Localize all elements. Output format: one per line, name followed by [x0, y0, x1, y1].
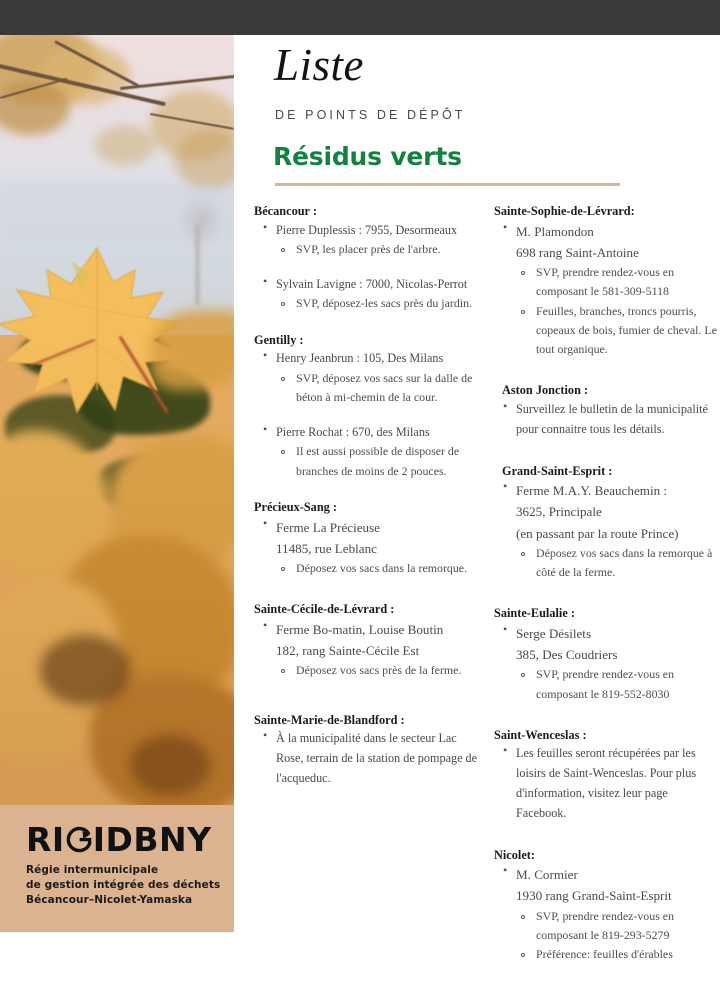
dropoff-entry-list — [494, 744, 720, 823]
entry-note — [276, 661, 480, 680]
municipality-block — [254, 712, 480, 789]
dropoff-entry — [494, 400, 720, 440]
entry-line: • Serge Désilets — [516, 625, 592, 641]
entry-line: • Pierre Rochat : 670, des Milans — [276, 424, 430, 439]
dropoff-entry — [254, 619, 480, 681]
dropoff-entry-list — [494, 623, 720, 704]
municipality-name: Aston Jonction : — [502, 383, 589, 398]
municipality-block — [254, 499, 480, 578]
entry-note-text: SVP, prendre rendez-vous en composant le 819-552-8030 — [536, 667, 675, 701]
dropoff-entry — [494, 744, 720, 823]
entry-note-text: SVP, déposez vos sacs sur la dalle de béton à mi-chemin de la cour. — [296, 371, 473, 405]
municipality-block — [494, 727, 720, 824]
entry-note — [516, 302, 720, 360]
dropoff-entry — [494, 864, 720, 964]
municipality-name: Bécancour : — [254, 204, 317, 218]
entry-spacer — [254, 261, 480, 275]
entry-line: • Henry Jeanbrun : 105, Des Milans — [276, 351, 444, 366]
entry-note-text: SVP, prendre rendez-vous en composant le 819-293-5279 — [536, 908, 675, 942]
dropoff-entry — [494, 221, 720, 360]
section-spacer — [254, 797, 480, 806]
right-column — [480, 203, 720, 982]
section-spacer — [494, 713, 720, 727]
dropoff-entry — [254, 423, 480, 481]
section-heading: Résidus verts — [273, 142, 462, 171]
entry-line: 182, rang Sainte-Cécile Est — [276, 643, 420, 659]
entry-line: • À la municipalité dans le secteur Lac Rose, terrain de la station de pompage de l'acqueduc. — [276, 731, 478, 785]
municipality-name: Sainte-Sophie-de-Lévrard: — [494, 204, 635, 218]
dropoff-entry-list — [494, 221, 720, 360]
municipality-name: Grand-Saint-Esprit : — [502, 463, 613, 478]
entry-note-text: SVP, prendre rendez-vous en composant le 581-309-5118 — [536, 265, 675, 299]
entry-line: • Sylvain Lavigne : 7000, Nicolas-Perrot — [276, 276, 468, 291]
municipality-name: Gentilly : — [254, 332, 304, 347]
entry-line: (en passant par la route Prince) — [516, 525, 679, 541]
entry-line: 385, Des Coudriers — [516, 647, 618, 663]
dropoff-entry — [254, 517, 480, 579]
entry-note-list — [516, 544, 720, 583]
dropoff-entry — [254, 221, 480, 260]
shadow-pocket — [130, 735, 210, 795]
entry-note-list — [276, 559, 480, 578]
columns-wrapper — [234, 203, 720, 982]
autumn-photo — [0, 35, 234, 805]
entry-note — [516, 263, 720, 302]
entry-note-list — [276, 240, 480, 259]
divider-rule — [275, 183, 620, 186]
municipality-name: Précieux-Sang : — [254, 499, 337, 514]
tagline-line-1: Régie intermunicipale — [26, 864, 159, 876]
dropoff-entry-list — [254, 619, 480, 681]
dropoff-entry-list — [254, 349, 480, 481]
entry-note-text: Feuilles, branches, troncs pourris, copeaux de bois, fumier de cheval. Le tout organique. — [536, 303, 717, 357]
section-spacer — [254, 490, 480, 499]
entry-line: 1930 rang Grand-Saint-Esprit — [516, 888, 672, 904]
municipality-name: Sainte-Eulalie : — [494, 606, 575, 621]
logo-tagline — [26, 863, 220, 908]
tagline-line-2: de gestion intégrée des déchets — [26, 879, 221, 891]
entry-spacer — [254, 409, 480, 423]
municipality-block — [494, 463, 720, 583]
entry-note-list — [276, 294, 480, 313]
entry-note — [516, 945, 720, 964]
entry-note — [276, 442, 480, 481]
section-spacer — [254, 587, 480, 601]
municipality-name: Sainte-Marie-de-Blandford : — [254, 712, 405, 727]
document-content — [234, 35, 720, 962]
municipality-block — [254, 203, 480, 314]
dropoff-entry-list — [494, 864, 720, 964]
tagline-line-3: Bécancour–Nicolet-Yamaska — [26, 894, 193, 906]
entry-line: • Les feuilles seront récupérées par les loisirs de Saint-Wenceslas. Pour plus d'information, visitez leur page Facebook. — [516, 746, 697, 820]
logo-panel — [0, 805, 234, 932]
left-column — [234, 203, 480, 982]
entry-note-text: SVP, déposez-les sacs près du jardin. — [296, 296, 473, 311]
entry-line: 11485, rue Leblanc — [276, 540, 377, 556]
canopy-blob — [95, 125, 155, 165]
dropoff-entry — [254, 275, 480, 314]
municipality-block — [494, 847, 720, 965]
recycle-g-icon — [66, 826, 92, 853]
section-spacer — [254, 690, 480, 712]
logo-text-part1: RI — [26, 819, 65, 859]
municipality-name: Nicolet: — [494, 847, 535, 862]
municipality-block — [254, 332, 480, 481]
entry-note-list — [516, 665, 720, 704]
dropoff-entry-list — [494, 480, 720, 582]
entry-note-list — [276, 661, 480, 680]
dropoff-entry-list — [254, 729, 480, 788]
entry-note — [276, 294, 480, 313]
entry-note — [516, 544, 720, 583]
entry-note-text: Préférence: feuilles d'érables — [536, 947, 673, 962]
entry-line: 3625, Principale — [516, 504, 602, 520]
entry-line: • Ferme Bo-matin, Louise Boutin — [276, 621, 444, 637]
top-bar — [0, 0, 720, 35]
municipality-block — [494, 605, 720, 704]
section-spacer — [254, 323, 480, 332]
entry-note-text: Déposez vos sacs dans la remorque à côté de la ferme. — [536, 545, 713, 580]
section-spacer — [494, 449, 720, 463]
dropoff-entry — [494, 480, 720, 582]
entry-note-list — [516, 263, 720, 359]
entry-note-text: Déposez vos sacs dans la remorque. — [296, 560, 468, 575]
municipality-block — [494, 203, 720, 359]
entry-line: 698 rang Saint-Antoine — [516, 244, 639, 260]
entry-line: • Pierre Duplessis : 7955, Desormeaux — [276, 222, 458, 237]
entry-line: • M. Cormier — [516, 867, 578, 883]
section-spacer — [494, 368, 720, 382]
municipality-name: Sainte-Cécile-de-Lévrard : — [254, 602, 395, 617]
dropoff-entry-list — [254, 221, 480, 314]
municipality-block — [494, 382, 720, 439]
dropoff-entry — [254, 349, 480, 407]
leaf-cluster — [150, 310, 234, 390]
municipality-name: Saint-Wenceslas : — [494, 727, 587, 742]
entry-note — [276, 240, 480, 259]
entry-note-list — [276, 369, 480, 408]
entry-note-text: Déposez vos sacs près de la ferme. — [296, 663, 462, 678]
page-title: Liste — [274, 40, 365, 90]
rigidbny-logo — [26, 819, 212, 859]
entry-line: • M. Plamondon — [516, 223, 594, 239]
entry-note-text: Il est aussi possible de disposer de branches de moins de 2 pouces. — [296, 444, 460, 478]
entry-note — [276, 559, 480, 578]
shadow-pocket — [40, 635, 130, 705]
dropoff-entry-list — [494, 400, 720, 440]
section-spacer — [494, 973, 720, 982]
entry-line: • Ferme La Précieuse — [276, 519, 380, 535]
dropoff-entry — [254, 729, 480, 788]
dropoff-entry-list — [254, 517, 480, 579]
municipality-block — [254, 601, 480, 680]
entry-note — [516, 907, 720, 946]
logo-text-part2: IDBNY — [92, 819, 212, 859]
page-subtitle: DE POINTS DE DÉPÔT — [275, 108, 466, 122]
entry-note-list — [276, 442, 480, 481]
horizon-band — [0, 185, 234, 245]
entry-line: • Surveillez le bulletin de la municipalité pour connaitre tous les détails. — [516, 402, 708, 436]
section-spacer — [494, 591, 720, 605]
dropoff-entry — [494, 623, 720, 704]
entry-note — [276, 369, 480, 408]
entry-note-list — [516, 907, 720, 965]
entry-line: • Ferme M.A.Y. Beauchemin : — [516, 483, 668, 499]
section-spacer — [494, 833, 720, 847]
entry-note-text: SVP, les placer près de l'arbre. — [296, 242, 441, 257]
entry-note — [516, 665, 720, 704]
